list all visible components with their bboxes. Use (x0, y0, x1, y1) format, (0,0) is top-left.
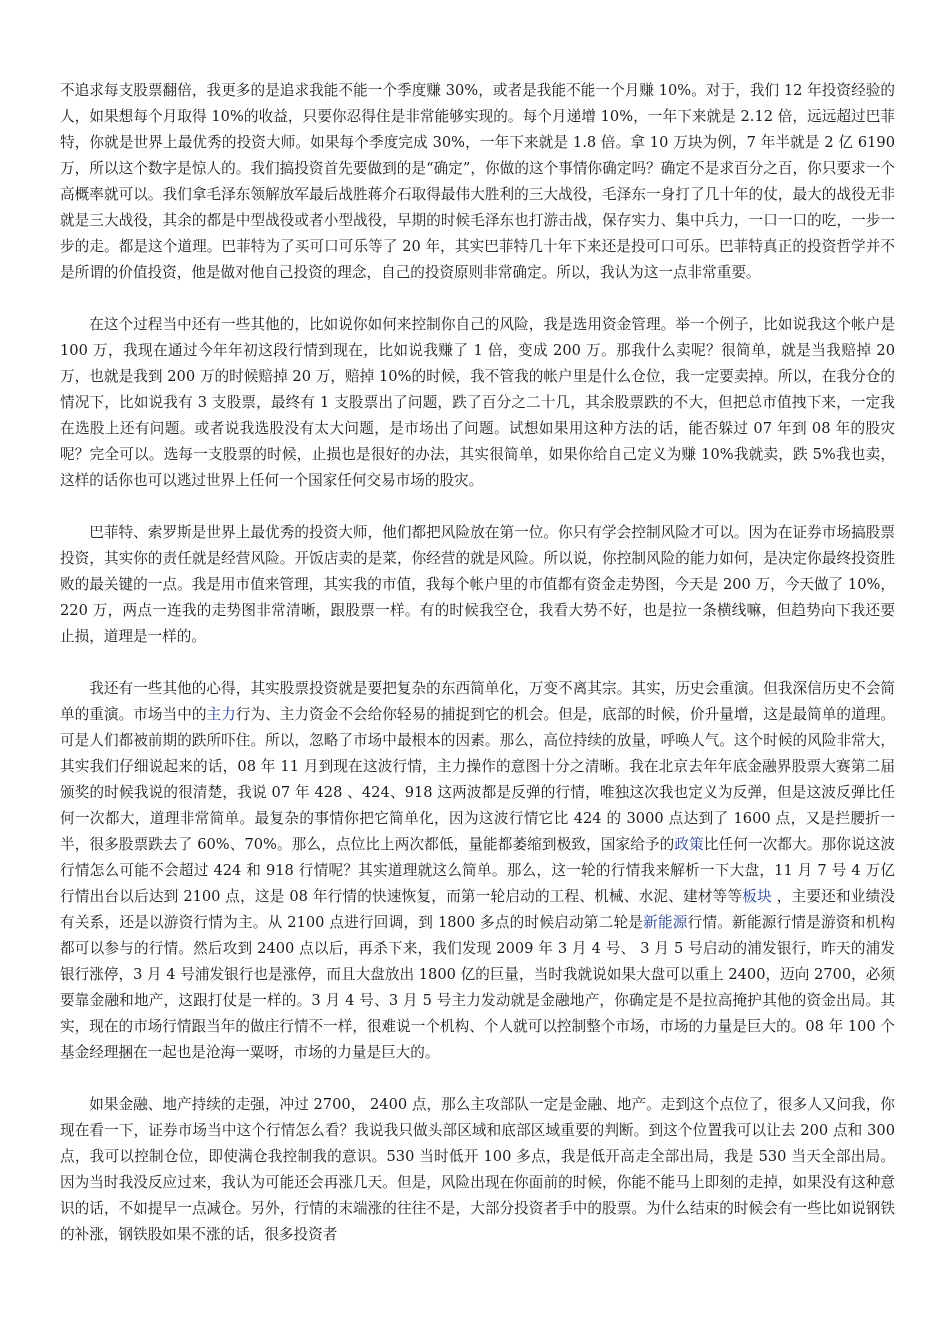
paragraph-3 (60, 520, 895, 650)
document-page (60, 78, 895, 1274)
paragraph-4-text-c: 比任何一次都大。那你说这波行情怎么可能不会超过 424 和 918 行情呢？其实道理就这么简单。那么，这一轮的行情我来解析一下大盘，11 月 7 号 4 万亿行情出台以后达到 2100 点，这是 08 年行情的快速恢复，而第一轮启动的工程、机械、水泥、建材等等 (60, 836, 895, 905)
paragraph-4-text-b: 行为、主力资金不会给你轻易的捕捉到它的机会。但是，底部的时候，价升量增，这是最简单的道理。可是人们都被前期的跌所吓住。所以，忽略了市场中最根本的因素。那么，高位持续的放量，呼唤人气。这个时候的风险非常大，其实我们仔细说起来的话，08 年 11 月到现在这波行情，主力操作的意图十分之清晰。我在北京去年年底金融界股票大赛第二届颁奖的时候我说的很清楚，我说 07 年 428 、424、918 这两波都是反弹的行情，唯独这次我也定义为反弹，但是这波反弹比任何一次都大，道理非常简单。最复杂的事情你把它简单化，因为这波行情它比 424 的 3000 点达到了 1600 点，又是拦腰折一半，很多股票跌去了 60%、70%。那么，点位比上两次都低，量能都萎缩到极致，国家给予的 (60, 706, 895, 853)
paragraph-1-text: 不追求每支股票翻倍，我更多的是追求我能不能一个季度赚 30%，或者是我能不能一个月赚 10%。对于，我们 12 年投资经验的人，如果想每个月取得 10%的收益，只要你忍得住是非常能够实现的。每个月递增 10%，一年下来就是 2.12 倍，远远超过巴菲特，你就是世界上最优秀的投资大师。如果每个季度完成 30%，一年下来就是 1.8 倍。拿 10 万块为例，7 年半就是 2 亿 6190 万，所以这个数字是惊人的。我们搞投资首先要做到的是“确定”，你做的这个事情你确定吗？确定不是求百分之百，你只要求一个高概率就可以。我们拿毛泽东领解放军最后战胜蒋介石取得最伟大胜利的三大战役，毛泽东一身打了几十年的仗，最大的战役无非就是三大战役，其余的都是中型战役或者小型战役，早期的时候毛泽东也打游击战，保存实力、集中兵力，一口一口的吃，一步一步的走。都是这个道理。巴菲特为了买可口可乐等了 20 年，其实巴菲特几十年下来还是投可口可乐。巴菲特真正的投资哲学并不是所谓的价值投资，他是做对他自己投资的理念，自己的投资原则非常确定。所以，我认为这一点非常重要。 (60, 82, 895, 281)
keyword-link-xinnengyuan[interactable]: 新能源 (643, 914, 688, 931)
paragraph-4-text-d: ，主要还和业绩没有关系，还是以游资行情为主。从 2100 点进行回调，到 1800 多点的时候启动第二轮是 (60, 888, 895, 931)
paragraph-5-text: 如果金融、地产持续的走强，冲过 2700， 2400 点，那么主攻部队一定是金融、地产。走到这个点位了，很多人又问我，你现在看一下，证券市场当中这个行情怎么看？我说我只做头部区域和底部区域重要的判断。到这个位置我可以让去 200 点和 300 点，我可以控制仓位，即使满仓我控制我的意识。530 当时低开 100 多点，我是低开高走全部出局，我是 530 当天全部出局。因为当时我没反应过来，我认为可能还会再涨几天。但是，风险出现在你面前的时候，你能不能马上即刻的走掉，如果没有这种意识的话，不如提早一点减仓。另外，行情的末端涨的往往不是，大部分投资者手中的股票。为什么结束的时候会有一些比如说钢铁的补涨，钢铁股如果不涨的话，很多投资者 (60, 1096, 895, 1243)
keyword-link-bankuai[interactable]: 板块 (742, 888, 772, 905)
keyword-link-zhuli[interactable]: 主力 (206, 706, 236, 723)
paragraph-5 (60, 1092, 895, 1248)
paragraph-4-text-a: 我还有一些其他的心得，其实股票投资就是要把复杂的东西简单化，万变不离其宗。其实，历史会重演。但我深信历史不会简单的重演。市场当中的 (60, 680, 895, 723)
paragraph-2-text: 在这个过程当中还有一些其他的，比如说你如何来控制你自己的风险，我是选用资金管理。举一个例子，比如说我这个帐户是 100 万，我现在通过今年年初这段行情到现在，比如说我赚了 1 倍，变成 200 万。那我什么卖呢？很简单，就是当我赔掉 20 万，也就是我到 200 万的时候赔掉 20 万，赔掉 10%的时候，我不管我的帐户里是什么仓位，我一定要卖掉。所以，在我分仓的情况下，比如说我有 3 支股票，最终有 1 支股票出了问题，跌了百分之二十几，其余股票跌的不大，但把总市值拽下来，一定我在选股上还有问题。或者说我选股没有太大问题，是市场出了问题。试想如果用这种方法的话，能否躲过 07 年到 08 年的股灾呢？完全可以。选每一支股票的时候，止损也是很好的办法，其实很简单，如果你给自己定义为赚 10%我就卖，跌 5%我也卖，这样的话你也可以逃过世界上任何一个国家任何交易市场的股灾。 (60, 316, 895, 489)
paragraph-2 (60, 312, 895, 494)
keyword-link-zhengce[interactable]: 政策 (674, 836, 704, 853)
paragraph-4 (60, 676, 895, 1066)
paragraph-4-text-e: 行情。新能源行情是游资和机构都可以参与的行情。然后攻到 2400 点以后，再杀下来，我们发现 2009 年 3 月 4 号、 3 月 5 号启动的浦发银行，昨天的浦发银行涨停，3 月 4 号浦发银行也是涨停，而且大盘放出 1800 亿的巨量，当时我就说如果大盘可以重上 2400，迈向 2700，必须要靠金融和地产，这跟打仗是一样的。3 月 4 号、3 月 5 号主力发动就是金融地产，你确定是不是拉高掩护其他的资金出局。其实，现在的市场行情跟当年的做庄行情不一样，很难说一个机构、个人就可以控制整个市场，市场的力量是巨大的。08 年 100 个基金经理捆在一起也是沧海一粟呀，市场的力量是巨大的。 (60, 914, 895, 1061)
paragraph-3-text: 巴菲特、索罗斯是世界上最优秀的投资大师，他们都把风险放在第一位。你只有学会控制风险才可以。因为在证券市场搞股票投资，其实你的责任就是经营风险。开饭店卖的是菜，你经营的就是风险。所以说，你控制风险的能力如何，是决定你最终投资胜败的最关键的一点。我是用市值来管理，其实我的市值，我每个帐户里的市值都有资金走势图，今天是 200 万，今天做了 10%，220 万，两点一连我的走势图非常清晰，跟股票一样。有的时候我空仓，我看大势不好，也是拉一条横线嘛，但趋势向下我还要止损，道理是一样的。 (60, 524, 895, 645)
paragraph-1 (60, 78, 895, 286)
